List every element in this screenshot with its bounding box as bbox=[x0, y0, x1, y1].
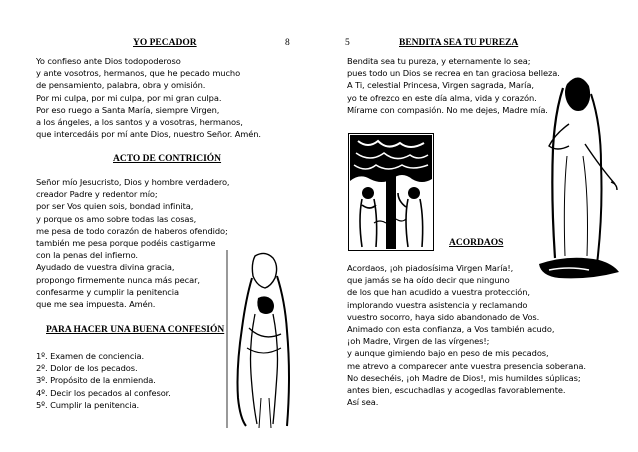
prayer-line: Mírame con compasión. No me dejes, Madre mía. bbox=[347, 104, 548, 115]
prayer-line: y porque os amo sobre todas las cosas, bbox=[36, 213, 197, 224]
prayer-line: Yo confieso ante Dios todopoderoso bbox=[36, 56, 181, 66]
virgin-mary-illustration bbox=[519, 64, 619, 286]
prayer-line: Señor mío Jesucristo, Dios y hombre verdadero, bbox=[36, 177, 230, 187]
adam-eve-illustration bbox=[348, 133, 434, 251]
prayer-line: por ser Vos quien sois, bondad infinita, bbox=[36, 201, 194, 212]
prayer-line: Acordaos, ¡oh piadosísima Virgen María!, bbox=[347, 263, 514, 273]
prayer-line: A Ti, celestial Princesa, Virgen sagrada, María, bbox=[347, 80, 534, 91]
acordaos-text bbox=[347, 262, 586, 408]
jesus-child-illustration bbox=[225, 248, 295, 430]
prayer-line: No desechéis, ¡oh Madre de Dios!, mis humildes súplicas; bbox=[347, 372, 581, 383]
prayer-line: también me pesa porque podéis castigarme bbox=[36, 237, 216, 248]
prayer-line: Por eso ruego a Santa María, siempre Virgen, bbox=[36, 104, 220, 115]
prayer-line: vuestro socorro, haya sido abandonado de Vos. bbox=[347, 311, 540, 322]
confesion-step: 1º. Examen de conciencia. bbox=[36, 351, 145, 361]
prayer-line: confesarme y cumplir la penitencia bbox=[36, 286, 179, 297]
prayer-line: que intercedáis por mí ante Dios, nuestro Señor. Amén. bbox=[36, 129, 261, 140]
acordaos-title: ACORDAOS bbox=[449, 238, 504, 248]
prayer-line: y aunque gimiendo bajo en peso de mis pecados, bbox=[347, 348, 549, 359]
prayer-line: ¡oh Madre, Virgen de las vírgenes!; bbox=[347, 336, 490, 347]
confesion-step: 4º. Decir los pecados al confesor. bbox=[36, 387, 171, 398]
yo-pecador-text bbox=[36, 55, 261, 140]
prayer-line: yo te ofrezco en este día alma, vida y corazón. bbox=[347, 92, 537, 103]
bendita-title: BENDITA SEA TU PUREZA bbox=[399, 38, 519, 48]
confesion-step: 3º. Propósito de la enmienda. bbox=[36, 375, 156, 386]
confesion-step: 2º. Dolor de los pecados. bbox=[36, 363, 138, 374]
confesion-step: 5º. Cumplir la penitencia. bbox=[36, 399, 140, 410]
prayer-line: de pensamiento, palabra, obra y omisión. bbox=[36, 80, 206, 91]
prayer-line: a los ángeles, a los santos y a vosotras, hermanos, bbox=[36, 116, 243, 127]
yo-pecador-title: YO PECADOR bbox=[133, 38, 197, 48]
right-page bbox=[319, 0, 638, 452]
prayer-line: Animado con esta confianza, a Vos también acudo, bbox=[347, 323, 555, 334]
prayer-line: y ante vosotros, hermanos, que he pecado mucho bbox=[36, 68, 241, 79]
prayer-line: con la penas del infierno. bbox=[36, 250, 138, 261]
acto-contricion-title: ACTO DE CONTRICIÓN bbox=[113, 154, 222, 164]
prayer-line: pues todo un Dios se recrea en tan graciosa belleza. bbox=[347, 68, 560, 79]
prayer-line: antes bien, escuchadlas y acogedlas favorablemente. bbox=[347, 384, 566, 395]
confesion-steps bbox=[36, 350, 171, 411]
prayer-line: Bendita sea tu pureza, y eternamente lo sea; bbox=[347, 56, 531, 66]
confesion-title: PARA HACER UNA BUENA CONFESIÓN bbox=[46, 325, 225, 335]
prayer-line: me atrevo a comparecer ante vuestra presencia soberana. bbox=[347, 360, 586, 371]
acto-contricion-text bbox=[36, 176, 229, 310]
prayer-line: creador Padre y redentor mío; bbox=[36, 189, 158, 200]
prayer-line: que me sea impuesta. Amén. bbox=[36, 298, 156, 309]
page-number-left: 8 bbox=[285, 38, 290, 48]
prayer-line: Ayudado de vuestra divina gracia, bbox=[36, 262, 175, 273]
prayer-line: propongo firmemente nunca más pecar, bbox=[36, 274, 200, 285]
prayer-line: Por mi culpa, por mi culpa, por mi gran culpa. bbox=[36, 92, 222, 103]
prayer-line: de los que han acudido a vuestra protección, bbox=[347, 287, 530, 298]
prayer-line: Así sea. bbox=[347, 397, 379, 408]
prayer-line: me pesa de todo corazón de haberos ofendido; bbox=[36, 225, 228, 236]
prayer-line: implorando vuestra asistencia y reclamando bbox=[347, 299, 528, 310]
prayer-line: que jamás se ha oído decir que ninguno bbox=[347, 275, 510, 286]
page-number-right: 5 bbox=[345, 38, 350, 48]
